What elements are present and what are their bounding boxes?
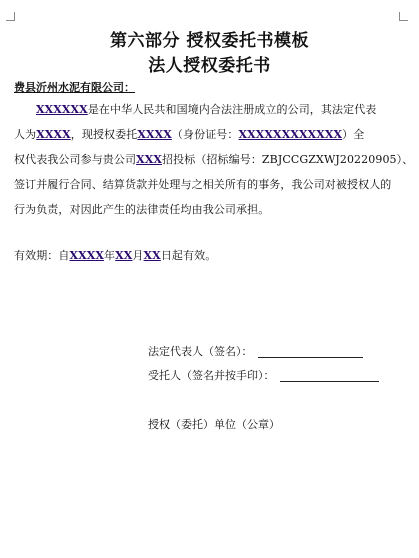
id-number-placeholder: XXXXXXXXXXXX bbox=[238, 128, 343, 141]
validity-month-label: 月 bbox=[132, 249, 144, 262]
legal-rep-placeholder: XXXX bbox=[36, 128, 71, 141]
legal-rep-signature-line[interactable] bbox=[258, 357, 363, 358]
validity-day-placeholder: XX bbox=[143, 249, 161, 262]
paragraph-line-1 bbox=[14, 101, 419, 117]
company-placeholder: XXXXXX bbox=[36, 103, 88, 116]
project-placeholder: XXX bbox=[136, 153, 163, 166]
paragraph-line-3 bbox=[14, 151, 414, 167]
agent-signature-line[interactable] bbox=[280, 381, 379, 382]
legal-rep-signature-label: 法定代表人（签名）： bbox=[148, 345, 253, 358]
paragraph-line-2 bbox=[14, 126, 404, 142]
validity-year-placeholder: XXXX bbox=[69, 249, 105, 262]
validity-line bbox=[14, 247, 404, 263]
validity-year-label: 年 bbox=[104, 249, 116, 262]
addressee: 费县沂州水泥有限公司： bbox=[14, 81, 135, 94]
document-title: 第六部分 授权委托书模板 bbox=[110, 31, 309, 51]
line3-suffix: 招投标（招标编号：ZBJCCGZXWJ20220905）、 bbox=[162, 153, 414, 166]
document-subtitle: 法人授权委托书 bbox=[148, 56, 271, 76]
line2-mid1: ，现授权委托 bbox=[70, 128, 138, 141]
paragraph-line-5: 行为负责，对因此产生的法律责任均由我公司承担。 bbox=[14, 203, 270, 216]
unit-seal-label: 授权（委托）单位（公章） bbox=[148, 418, 280, 431]
agent-placeholder: XXXX bbox=[137, 128, 172, 141]
validity-month-placeholder: XX bbox=[115, 249, 133, 262]
line2-mid2: （身份证号： bbox=[171, 128, 239, 141]
validity-prefix: 有效期：自 bbox=[14, 249, 70, 262]
line2-prefix: 人为 bbox=[14, 128, 37, 141]
paragraph-line-4: 签订并履行合同、结算货款并处理与之相关所有的事务，我公司对被授权人的 bbox=[14, 178, 392, 191]
paragraph-line-1-text: 是在中华人民共和国境内合法注册成立的公司，其法定代表 bbox=[87, 103, 377, 116]
line3-prefix: 权代表我公司参与贵公司 bbox=[14, 153, 137, 166]
validity-suffix: 日起有效。 bbox=[160, 249, 217, 262]
line2-suffix: ）全 bbox=[342, 128, 365, 141]
agent-signature-label: 受托人（签名并按手印）： bbox=[148, 369, 275, 382]
page-corner-mark-left bbox=[6, 12, 15, 21]
page-corner-mark-right bbox=[399, 12, 408, 21]
